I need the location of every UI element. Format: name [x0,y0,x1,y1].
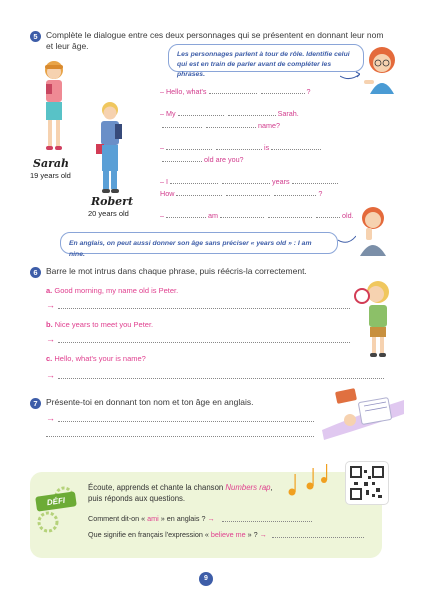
dialogue-line-1: – Hello, what's ? [160,87,311,96]
exercise-6-item-c: c. Hello, what's your is name? [46,354,146,363]
teacher-illustration [362,44,402,96]
arrow-icon: → [46,413,55,423]
arrow-icon: → [46,334,55,344]
dialogue-line-3a: – is [160,143,323,153]
girl-magnifier-illustration [352,278,398,358]
answer-line-7a[interactable] [58,421,314,422]
defi-text: Écoute, apprends et chante la chanson Numbers rap, puis réponds aux questions. [88,483,273,503]
dialogue-line-2b: name? [160,121,280,131]
exercise-7-instruction: Présente-toi en donnant ton nom et ton âge en anglais. [46,397,254,407]
arrow-icon: → [259,530,267,539]
robert-illustration [92,100,128,196]
hint-bubble: Les personnages parlent à tour de rôle. Identifie celui qui est en train de parler avant de compléter les phrases. [168,44,364,72]
exercise-6-instruction: Barre le mot intrus dans chaque phrase, puis réécris-la correctement. [46,266,307,276]
answer-line-7b[interactable] [46,436,314,437]
sarah-name: Sarah [33,157,69,170]
exercise-6-item-a: a. Good morning, my name old is Peter. [46,286,179,295]
defi-question-1: Comment dit-on « ami » en anglais ? → [88,514,215,523]
arrow-icon: → [207,514,215,523]
robert-age: 20 years old [88,209,129,218]
tip-bubble: En anglais, on peut aussi donner son âge sans préciser « years old » : I am nine. [60,232,338,254]
dialogue-line-4b: How ? [160,189,323,198]
music-notes-icon [286,460,332,500]
exercise-6-number: 6 [30,267,41,278]
dialogue-line-3b: old are you? [160,155,244,165]
qr-code-icon [346,462,388,504]
bubble-pointer-icon [340,70,360,82]
defi-answer-line-2[interactable] [272,537,364,538]
page-number: 9 [199,572,213,586]
dialogue-line-4a: – I years [160,177,340,187]
answer-line-b[interactable] [58,342,350,343]
sarah-age: 19 years old [30,171,71,180]
defi-label: DÉFI [35,491,77,511]
girl-tip-illustration [356,204,390,256]
exercise-5-instruction: Complète le dialogue entre ces deux personnages qui se présentent en donnant leur nom et leur âge. [46,30,384,51]
dialogue-line-5: – am old. [160,211,354,220]
desk-books-illustration [320,384,406,440]
answer-line-c[interactable] [58,378,384,379]
arrow-icon: → [46,300,55,310]
exercise-7-number: 7 [30,398,41,409]
defi-song-title: Numbers rap [225,483,271,492]
defi-answer-line-1[interactable] [222,521,312,522]
defi-question-2: Que signifie en français l'expression « believe me » ? → [88,530,267,539]
robert-name: Robert [91,195,134,208]
exercise-5-number: 5 [30,31,41,42]
exercise-6-item-b: b. Nice years to meet you Peter. [46,320,154,329]
sarah-illustration [34,58,74,158]
qr-code-frame[interactable] [346,462,388,504]
answer-line-a[interactable] [58,308,350,309]
tip-pointer-icon [338,234,356,246]
arrow-icon: → [46,370,55,380]
dialogue-line-2a: – My Sarah. [160,109,299,118]
